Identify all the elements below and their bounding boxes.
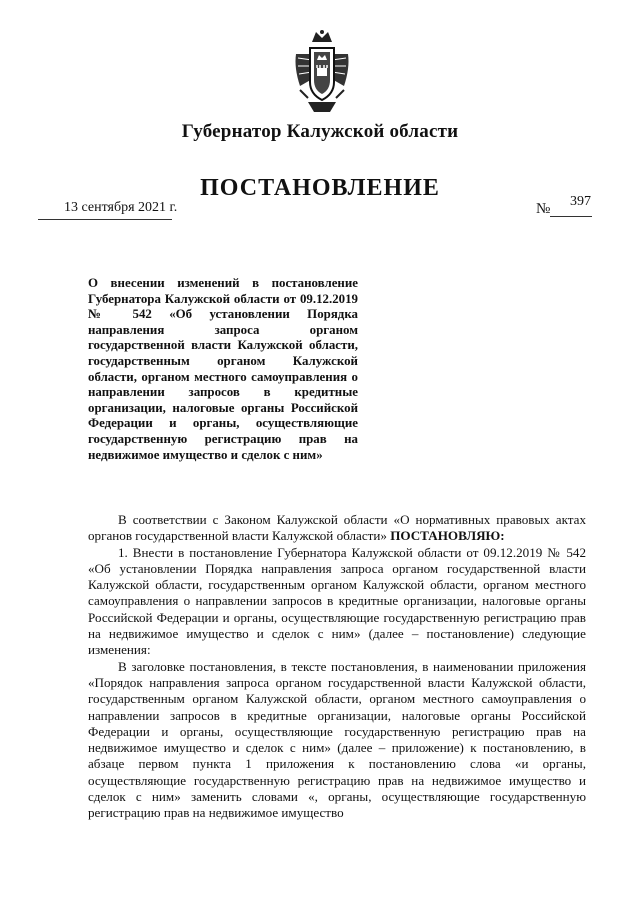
document-date: 13 сентября 2021 г. [64, 200, 178, 215]
document-type-title: ПОСТАНОВЛЕНИЕ [200, 175, 440, 201]
paragraph-2: В заголовке постановления, в тексте постановления, в наименовании приложения «Порядок направления запроса органом государственной власти Калужской области, государственным органом Калужской области, органом местного самоуправления о направлении запросов в кредитные организации, налоговые органы Российской Федерации и органы, осуществляющие государственную регистрацию прав на недвижимое имущество и сделок с ним» (далее – приложение) к постановлению, в абзаце первом пункта 1 приложения к постановлению слова «и органы, осуществляющие государственную регистрацию прав на недвижимое имущество и сделок с ним» заменить словами «, органы, осуществляющие государственную регистрацию прав на недвижимое имущество [88, 658, 586, 821]
resolve-keyword: ПОСТАНОВЛЯЮ [390, 528, 501, 544]
document-number: 397 [570, 194, 591, 209]
paragraph-1: 1. Внести в постановление Губернатора Калужской области от 09.12.2019 № 542 «Об установлении Порядка направления запроса органом государственной власти Калужской области, государственным органом Калужской области, органом местного самоуправления о направлении запросов в кредитные организации, налоговые органы Российской Федерации и органы, осуществляющие государственную регистрацию прав на недвижимое имущество и сделок с ним» (далее – постановление) следующие изменения: [88, 544, 586, 658]
resolve-colon: : [500, 528, 505, 544]
document-subject: О внесении изменений в постановление Губернатора Калужской области от 09.12.2019 № 542 «Об установлении Порядка направления запроса органом государственной власти Калужской области, государственным органом Калужской области, органом местного самоуправления о направлении запросов в кредитные организации, налоговые органы Российской Федерации и органы, осуществляющие государственную регистрацию прав на недвижимое имущество и сделок с ним» [88, 276, 358, 462]
document-body [88, 512, 586, 822]
number-underline [550, 216, 592, 217]
preamble-text: В соответствии с Законом Калужской области «О нормативных правовых актах органов государственной власти Калужской области» [88, 512, 586, 544]
date-underline [38, 219, 172, 220]
issuing-authority: Губернатор Калужской области [181, 121, 459, 142]
preamble-paragraph [88, 512, 586, 545]
coat-of-arms-icon [290, 28, 354, 118]
number-label: № [536, 201, 551, 217]
